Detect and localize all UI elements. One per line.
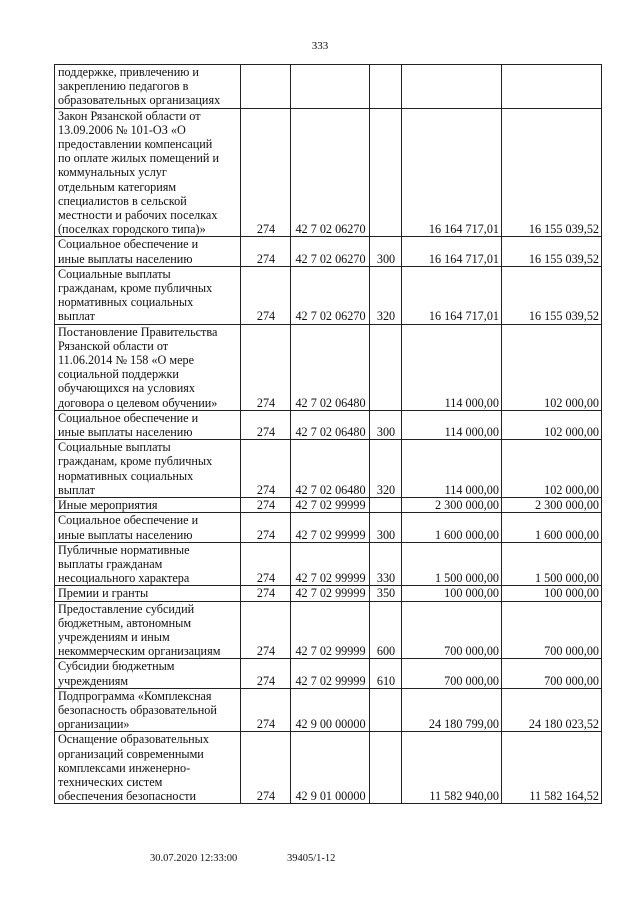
row-name-line: выплат: [58, 482, 95, 497]
row-value-executed: 16 155 039,52: [502, 237, 602, 266]
row-name: [55, 513, 241, 542]
row-value-2020: 700 000,00: [402, 659, 502, 688]
row-value-executed: 2 300 000,00: [502, 498, 602, 513]
row-value-executed: 100 000,00: [502, 586, 602, 601]
row-name-line: обучающихся на условиях: [58, 381, 195, 396]
row-csr: [291, 65, 370, 109]
row-vr: 300: [370, 410, 402, 439]
row-vr: [370, 65, 402, 109]
row-vr: 320: [370, 266, 402, 324]
row-name-line: безопасность образовательной: [58, 702, 217, 717]
row-value-executed: 16 155 039,52: [502, 266, 602, 324]
row-code: 274: [241, 513, 291, 542]
row-code: [241, 65, 291, 109]
row-name-line: учреждениям и иным: [58, 629, 170, 644]
page-number: 333: [311, 40, 329, 52]
row-name-line: Постановление Правительства: [58, 324, 218, 339]
row-name-line: Оснащение образовательных: [58, 732, 209, 747]
row-value-executed: 16 155 039,52: [502, 108, 602, 237]
table-row: [55, 513, 602, 542]
row-name-line: поддержке, привлечению и: [58, 65, 199, 79]
row-csr: 42 7 02 99999: [291, 659, 370, 688]
table-row: [55, 732, 602, 804]
row-name: [55, 108, 241, 237]
row-code: 274: [241, 440, 291, 498]
row-name: [55, 498, 241, 513]
row-name-line: социальной поддержки: [58, 367, 179, 382]
row-vr: [370, 732, 402, 804]
row-value-2020: 100 000,00: [402, 586, 502, 601]
row-name: [55, 410, 241, 439]
row-value-2020: 2 300 000,00: [402, 498, 502, 513]
table-row: [55, 410, 602, 439]
row-code: 274: [241, 542, 291, 586]
footer-doc-id: 39405/1-12: [287, 853, 336, 864]
row-csr: 42 7 02 99999: [291, 601, 370, 659]
row-name-line: обеспечения безопасности: [58, 789, 197, 804]
row-name-line: отдельным категориям: [58, 179, 177, 194]
row-name-line: местности и рабочих поселках: [58, 208, 218, 223]
table-row: [55, 601, 602, 659]
row-csr: 42 7 02 99999: [291, 542, 370, 586]
row-vr: [370, 498, 402, 513]
row-code: 274: [241, 601, 291, 659]
row-name-line: несоциального характера: [58, 571, 190, 586]
row-value-2020: [402, 65, 502, 109]
row-name-line: 11.06.2014 № 158 «О мере: [58, 353, 195, 368]
row-name: [55, 601, 241, 659]
row-value-2020: 11 582 940,00: [402, 732, 502, 804]
row-value-2020: 16 164 717,01: [402, 108, 502, 237]
row-name-line: Социальное обеспечение и: [58, 410, 199, 425]
row-name-line: Предоставление субсидий: [58, 601, 195, 616]
row-csr: 42 7 02 06270: [291, 266, 370, 324]
row-value-executed: 102 000,00: [502, 440, 602, 498]
row-vr: 610: [370, 659, 402, 688]
row-name-line: Иные мероприятия: [58, 498, 158, 513]
table-row: [55, 542, 602, 586]
row-name-line: некоммерческим организациям: [58, 644, 221, 659]
row-name-line: Подпрограмма «Комплексная: [58, 688, 212, 703]
row-vr: 300: [370, 237, 402, 266]
row-code: 274: [241, 732, 291, 804]
row-name-line: технических систем: [58, 774, 163, 789]
row-csr: 42 7 02 06480: [291, 410, 370, 439]
row-csr: 42 9 01 00000: [291, 732, 370, 804]
row-name-line: предоставлении компенсаций: [58, 137, 213, 152]
table-row: [55, 324, 602, 410]
row-value-2020: 16 164 717,01: [402, 266, 502, 324]
row-code: 274: [241, 498, 291, 513]
table-row: [55, 237, 602, 266]
row-name: [55, 542, 241, 586]
row-name: [55, 324, 241, 410]
row-name-line: организации»: [58, 717, 130, 732]
row-name-line: иные выплаты населению: [58, 251, 193, 266]
row-code: 274: [241, 266, 291, 324]
row-code: 274: [241, 688, 291, 732]
table-row: [55, 586, 602, 601]
footer-timestamp: 30.07.2020 12:33:00: [150, 853, 238, 864]
row-vr: [370, 108, 402, 237]
row-value-2020: 24 180 799,00: [402, 688, 502, 732]
row-value-executed: 102 000,00: [502, 410, 602, 439]
row-value-2020: 1 600 000,00: [402, 513, 502, 542]
row-code: 274: [241, 324, 291, 410]
row-name-line: иные выплаты населению: [58, 527, 193, 542]
row-name-line: Социальные выплаты: [58, 440, 171, 455]
row-name-line: Рязанской области от: [58, 338, 169, 353]
row-value-executed: 1 500 000,00: [502, 542, 602, 586]
row-value-2020: 700 000,00: [402, 601, 502, 659]
row-vr: 350: [370, 586, 402, 601]
row-name-line: гражданам, кроме публичных: [58, 281, 213, 296]
row-value-executed: 1 600 000,00: [502, 513, 602, 542]
row-name-line: Закон Рязанской области от: [58, 108, 201, 123]
row-vr: 330: [370, 542, 402, 586]
row-name: [55, 732, 241, 804]
row-value-2020: 114 000,00: [402, 410, 502, 439]
row-csr: 42 7 02 06480: [291, 324, 370, 410]
row-name-line: гражданам, кроме публичных: [58, 454, 213, 469]
row-name-line: Публичные нормативные: [58, 542, 190, 557]
row-name-line: договора о целевом обучении»: [58, 395, 218, 410]
row-name-line: по оплате жилых помещений и: [58, 151, 220, 166]
row-code: 274: [241, 659, 291, 688]
row-name-line: нормативных социальных: [58, 468, 194, 483]
row-value-2020: 16 164 717,01: [402, 237, 502, 266]
row-value-executed: 700 000,00: [502, 659, 602, 688]
row-name-line: учреждениям: [58, 673, 129, 688]
row-csr: 42 7 02 06270: [291, 108, 370, 237]
row-name: [55, 586, 241, 601]
row-csr: 42 7 02 99999: [291, 513, 370, 542]
row-value-executed: 102 000,00: [502, 324, 602, 410]
row-value-executed: 24 180 023,52: [502, 688, 602, 732]
row-name-line: 13.09.2006 № 101-ОЗ «О: [58, 122, 186, 137]
row-value-executed: 11 582 164,52: [502, 732, 602, 804]
row-name: [55, 65, 241, 109]
row-vr: [370, 688, 402, 732]
row-csr: 42 7 02 99999: [291, 586, 370, 601]
row-value-2020: 114 000,00: [402, 324, 502, 410]
row-name: [55, 237, 241, 266]
row-name-line: выплаты гражданам: [58, 556, 163, 571]
row-name: [55, 266, 241, 324]
row-value-executed: 700 000,00: [502, 601, 602, 659]
row-code: 274: [241, 237, 291, 266]
row-csr: 42 7 02 06480: [291, 440, 370, 498]
row-vr: 600: [370, 601, 402, 659]
row-vr: 300: [370, 513, 402, 542]
row-name-line: Социальное обеспечение и: [58, 237, 199, 252]
row-name-line: (поселках городского типа)»: [58, 222, 206, 237]
row-value-2020: 1 500 000,00: [402, 542, 502, 586]
row-vr: [370, 324, 402, 410]
budget-table: [54, 64, 602, 804]
row-name-line: Премии и гранты: [58, 586, 149, 601]
row-csr: 42 7 02 99999: [291, 498, 370, 513]
row-name-line: выплат: [58, 309, 95, 324]
row-name-line: Субсидии бюджетным: [58, 659, 175, 674]
row-name: [55, 659, 241, 688]
row-name-line: Социальные выплаты: [58, 266, 171, 281]
row-code: 274: [241, 108, 291, 237]
table-row: [55, 440, 602, 498]
row-code: 274: [241, 586, 291, 601]
row-name-line: коммунальных услуг: [58, 165, 167, 180]
row-name: [55, 688, 241, 732]
row-name-line: комплексами инженерно-: [58, 760, 191, 775]
row-name-line: организаций современными: [58, 746, 204, 761]
table-row: [55, 688, 602, 732]
table-row: [55, 659, 602, 688]
table-row: [55, 65, 602, 109]
row-name-line: закреплению педагогов в: [58, 79, 189, 94]
row-name: [55, 440, 241, 498]
row-code: 274: [241, 410, 291, 439]
table-row: [55, 266, 602, 324]
row-name-line: бюджетным, автономным: [58, 615, 192, 630]
row-value-2020: 114 000,00: [402, 440, 502, 498]
row-csr: 42 9 00 00000: [291, 688, 370, 732]
table-row: [55, 108, 602, 237]
row-name-line: специалистов в сельской: [58, 193, 187, 208]
row-csr: 42 7 02 06270: [291, 237, 370, 266]
row-name-line: образовательных организациях: [58, 93, 221, 108]
table-row: [55, 498, 602, 513]
row-value-executed: [502, 65, 602, 109]
row-name-line: нормативных социальных: [58, 295, 194, 310]
row-name-line: Социальное обеспечение и: [58, 513, 199, 528]
row-name-line: иные выплаты населению: [58, 425, 193, 440]
row-vr: 320: [370, 440, 402, 498]
